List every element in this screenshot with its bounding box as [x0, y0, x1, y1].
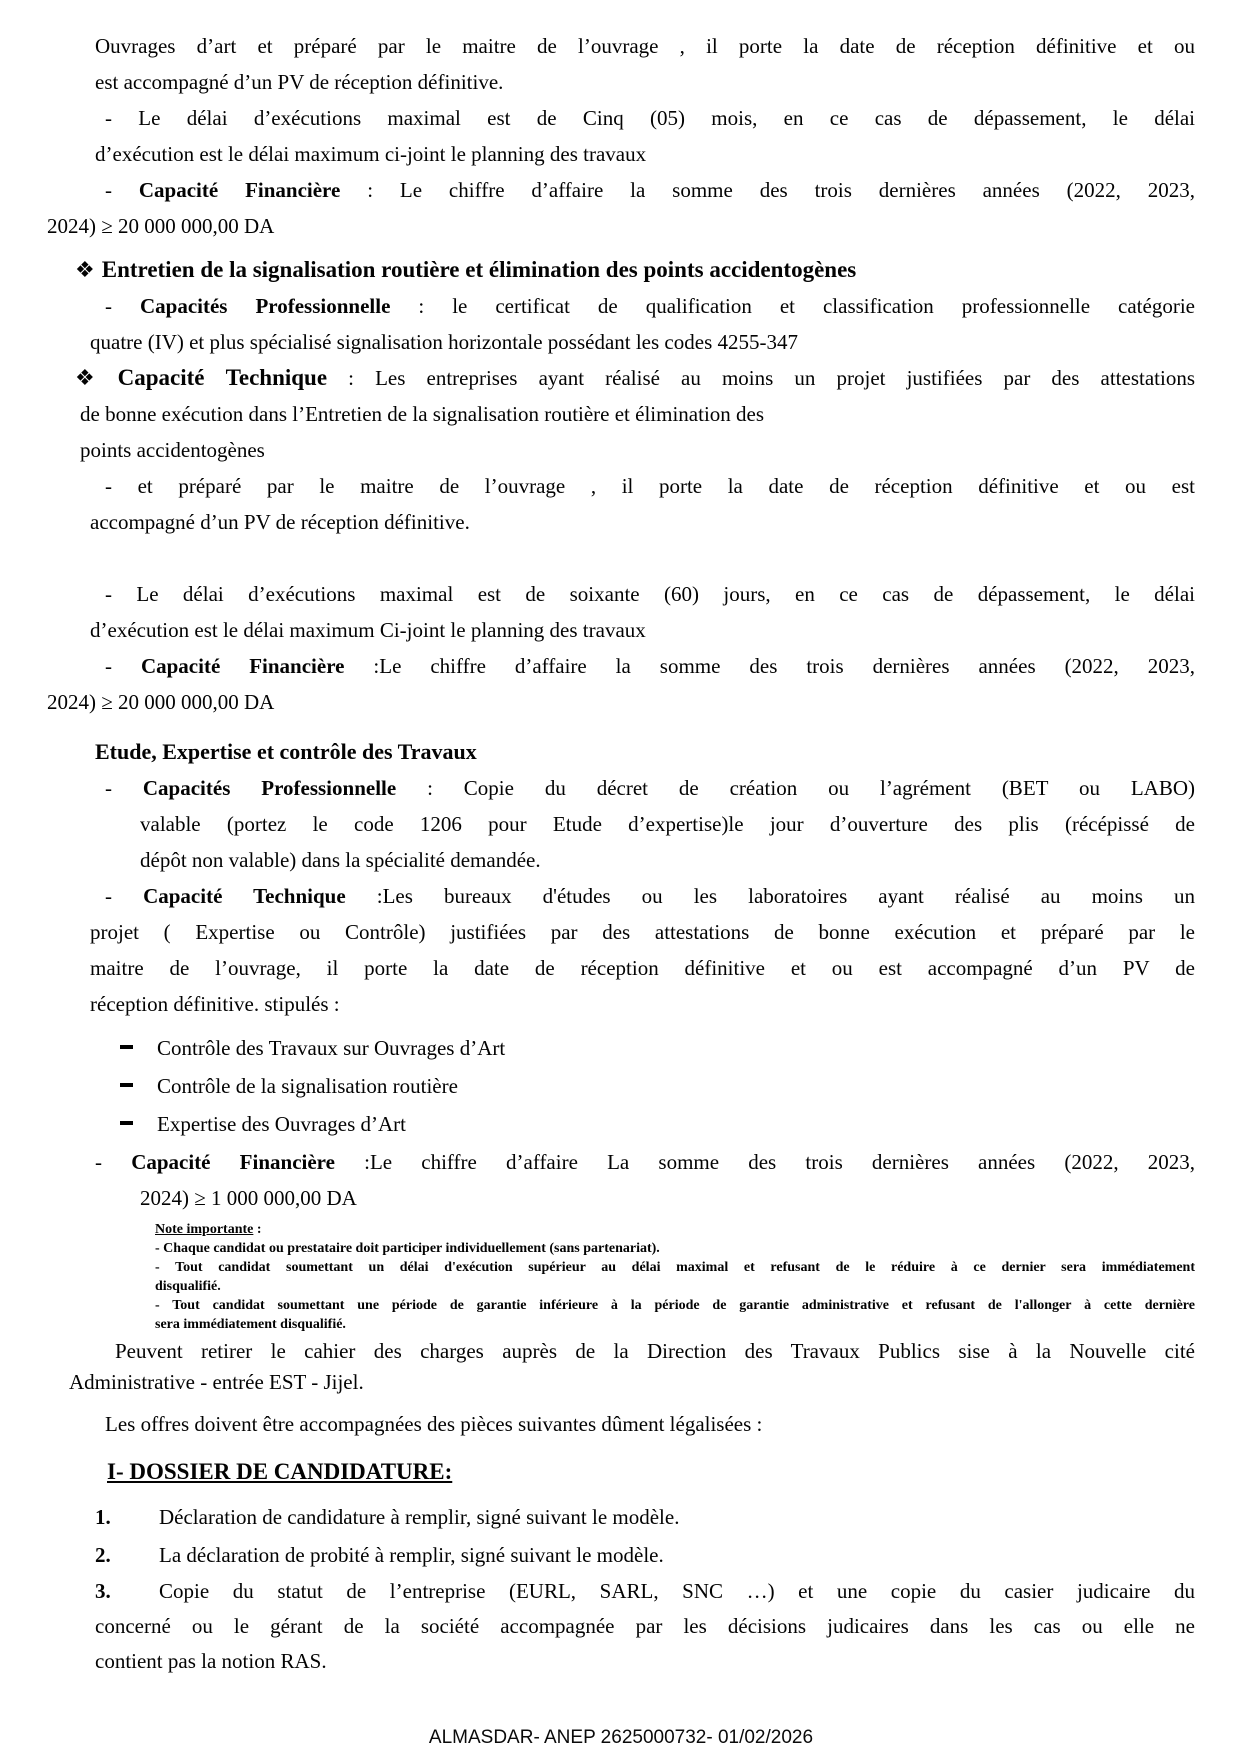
text: d’exécution est le délai maximum ci-joint le planning des travaux	[95, 142, 647, 166]
text: dépôt non valable) dans la spécialité demandée.	[140, 848, 541, 872]
capacite-financiere-label: Capacité Financière	[140, 654, 345, 678]
numbered-item-3-line-1	[95, 1574, 1195, 1609]
capacite-financiere-label: Capacité Financière	[138, 178, 341, 202]
text: maitre de l’ouvrage, il porte la date de réception définitive et ou est accompagné d’un PV de	[90, 956, 1195, 980]
line-prepare-1	[105, 468, 1195, 504]
text: : le certificat de qualification et classification professionnelle catégorie	[390, 294, 1195, 318]
dash: -	[105, 884, 112, 908]
capacite-technique-label: Capacité Technique	[117, 365, 328, 390]
text: : Copie du décret de création ou l’agrément (BET ou LABO)	[396, 776, 1196, 800]
text: :Les bureaux d'études ou les laboratoires ayant réalisé au moins un	[345, 884, 1196, 908]
dash: -	[105, 178, 112, 202]
note-importante-block	[47, 1220, 1195, 1334]
text: Administrative - entrée EST - Jijel.	[69, 1370, 364, 1394]
capacites-professionnelle-label: Capacités Professionnelle	[139, 294, 391, 318]
item-number: 1.	[95, 1505, 111, 1529]
line-etude-prof-1	[105, 770, 1195, 806]
capacite-technique-label: Capacité Technique	[143, 884, 346, 908]
list-item-controle-travaux	[120, 1030, 1195, 1066]
text: de bonne exécution dans l’Entretien de la signalisation routière et élimination des	[80, 402, 765, 426]
dash: -	[105, 294, 112, 318]
line-montant-20m-1	[47, 208, 1195, 244]
text: est accompagné d’un PV de réception définitive.	[95, 70, 504, 94]
numbered-item-1	[95, 1498, 1195, 1536]
capacite-financiere-label: Capacité Financière	[131, 1150, 335, 1174]
list-item-controle-signalisation	[120, 1068, 1195, 1104]
line-delai-cinq-2	[95, 136, 1195, 172]
line-cap-tech-1	[75, 360, 1195, 396]
line-prepare-2	[90, 504, 1195, 540]
note-item-2b	[155, 1277, 1195, 1296]
line-cap-prof-1	[105, 288, 1195, 324]
numbered-item-2	[95, 1536, 1195, 1574]
amount: 2024) ≥ 20 000 000,00 DA	[47, 690, 275, 714]
note-title-colon: :	[253, 1222, 262, 1237]
heading-etude	[95, 734, 1195, 770]
text: valable (portez le code 1206 pour Etude d’expertise)le jour d’ouverture des plis (récépissé de	[140, 812, 1195, 836]
line-capacite-financiere-3	[95, 1144, 1195, 1180]
line-etude-prof-3	[140, 842, 1195, 878]
heading-text: Etude, Expertise et contrôle des Travaux	[95, 739, 477, 764]
line-retrait-1	[115, 1336, 1195, 1367]
heading-dossier-candidature	[107, 1452, 1195, 1492]
footer-text: ALMASDAR- ANEP 2625000732- 01/02/2026	[428, 1727, 814, 1748]
line-cap-tech-3	[80, 432, 1195, 468]
dash: -	[105, 654, 112, 678]
list-item-expertise-ouvrages	[120, 1106, 1195, 1142]
text: - Le délai d’exécutions maximal est de soixante (60) jours, en ce cas de dépassement, le délai	[105, 582, 1195, 606]
line-cap-tech-2	[80, 396, 1195, 432]
line-etude-tech-1	[105, 878, 1195, 914]
line-etude-tech-2	[90, 914, 1195, 950]
diamond-bullet-icon: ❖	[75, 365, 111, 390]
text: sera immédiatement disqualifié.	[155, 1317, 346, 1332]
text: réception définitive. stipulés :	[90, 992, 340, 1016]
line-offres	[105, 1406, 1195, 1442]
list-item-text: Contrôle des Travaux sur Ouvrages d’Art	[157, 1036, 506, 1060]
item-text: Déclaration de candidature à remplir, signé suivant le modèle.	[159, 1505, 680, 1529]
item-text: contient pas la notion RAS.	[95, 1649, 327, 1673]
heading-text: I- DOSSIER DE CANDIDATURE:	[107, 1459, 453, 1484]
note-item-3a	[155, 1296, 1195, 1315]
text: - Chaque candidat ou prestataire doit participer individuellement (sans partenariat).	[155, 1241, 660, 1256]
line-delai-soixante-1	[105, 576, 1195, 612]
text: :Le chiffre d’affaire la somme des trois dernières années (2022, 2023,	[344, 654, 1195, 678]
dash: -	[95, 1150, 102, 1174]
line-delai-soixante-2	[90, 612, 1195, 648]
line-cap-prof-2	[90, 324, 1195, 360]
line-delai-cinq-1	[105, 100, 1195, 136]
text: - Tout candidat soumettant un délai d'exécution supérieur au délai maximal et refusant de le réduire à ce dernier sera immédiatement	[155, 1260, 1195, 1275]
text: : Le chiffre d’affaire la somme des trois dernières années (2022, 2023,	[340, 178, 1195, 202]
dash-bullet-icon	[120, 1121, 133, 1125]
dash-bullet-icon	[120, 1083, 133, 1087]
line-capacite-financiere-1	[105, 172, 1195, 208]
note-item-2a	[155, 1258, 1195, 1277]
note-title-text: Note importante	[155, 1222, 254, 1237]
list-item-text: Contrôle de la signalisation routière	[157, 1074, 458, 1098]
note-title	[155, 1220, 1195, 1239]
text: :Le chiffre d’affaire La somme des trois dernières années (2022, 2023,	[334, 1150, 1196, 1174]
line-montant-1m	[140, 1180, 1195, 1216]
note-item-1	[155, 1239, 1195, 1258]
capacites-professionnelle-label: Capacités Professionnelle	[142, 776, 397, 800]
text: Les offres doivent être accompagnées des pièces suivantes dûment légalisées :	[105, 1412, 763, 1436]
numbered-item-3-line-2	[95, 1609, 1195, 1644]
line-etude-tech-3	[90, 950, 1195, 986]
text: Ouvrages d’art et préparé par le maitre de l’ouvrage , il porte la date de réception définitive et ou	[95, 34, 1195, 58]
item-text: concerné ou le gérant de la société accompagnée par les décisions judicaires dans les cas ou elle ne	[95, 1614, 1195, 1638]
text: quatre (IV) et plus spécialisé signalisation horizontale possédant les codes 4255-347	[90, 330, 798, 354]
item-number: 2.	[95, 1543, 111, 1567]
line-ouvrages-1	[95, 28, 1195, 64]
heading-text: Entretien de la signalisation routière et élimination des points accidentogènes	[101, 257, 857, 282]
line-capacite-financiere-2	[105, 648, 1195, 684]
item-text: La déclaration de probité à remplir, signé suivant le modèle.	[159, 1543, 664, 1567]
text: projet ( Expertise ou Contrôle) justifiées par des attestations de bonne exécution et préparé par le	[90, 920, 1195, 944]
text: points accidentogènes	[80, 438, 265, 462]
item-number: 3.	[95, 1579, 111, 1603]
line-retrait-2	[69, 1367, 1195, 1398]
line-ouvrages-2	[95, 64, 1195, 100]
amount: 2024) ≥ 20 000 000,00 DA	[47, 214, 275, 238]
text: - et préparé par le maitre de l’ouvrage , il porte la date de réception définitive et ou est	[105, 474, 1195, 498]
footer-anep-reference	[47, 1727, 1195, 1749]
amount: 2024) ≥ 1 000 000,00 DA	[140, 1186, 357, 1210]
numbered-item-3-line-3	[95, 1644, 1195, 1679]
blank-line	[47, 540, 1195, 576]
text: Peuvent retirer le cahier des charges auprès de la Direction des Travaux Publics sise à la Nouvelle cité	[115, 1339, 1195, 1363]
dash-bullet-icon	[120, 1045, 133, 1049]
line-etude-prof-2	[140, 806, 1195, 842]
list-item-text: Expertise des Ouvrages d’Art	[157, 1112, 407, 1136]
text: - Tout candidat soumettant une période de garantie inférieure à la période de garantie administrative et refusant de l'allonger à cette dernière	[155, 1298, 1195, 1313]
line-etude-tech-4	[90, 986, 1195, 1022]
diamond-bullet-icon: ❖	[75, 257, 95, 282]
line-montant-20m-2	[47, 684, 1195, 720]
text: : Les entreprises ayant réalisé au moins un projet justifiées par des attestations	[327, 366, 1195, 390]
note-item-3b	[155, 1315, 1195, 1334]
text: - Le délai d’exécutions maximal est de Cinq (05) mois, en ce cas de dépassement, le délai	[105, 106, 1195, 130]
item-text: Copie du statut de l’entreprise (EURL, SARL, SNC …) et une copie du casier judicaire du	[159, 1579, 1195, 1603]
heading-signalisation	[75, 252, 1195, 288]
dash: -	[105, 776, 112, 800]
text: accompagné d’un PV de réception définitive.	[90, 510, 470, 534]
text: d’exécution est le délai maximum Ci-joint le planning des travaux	[90, 618, 646, 642]
text: disqualifié.	[155, 1279, 221, 1294]
